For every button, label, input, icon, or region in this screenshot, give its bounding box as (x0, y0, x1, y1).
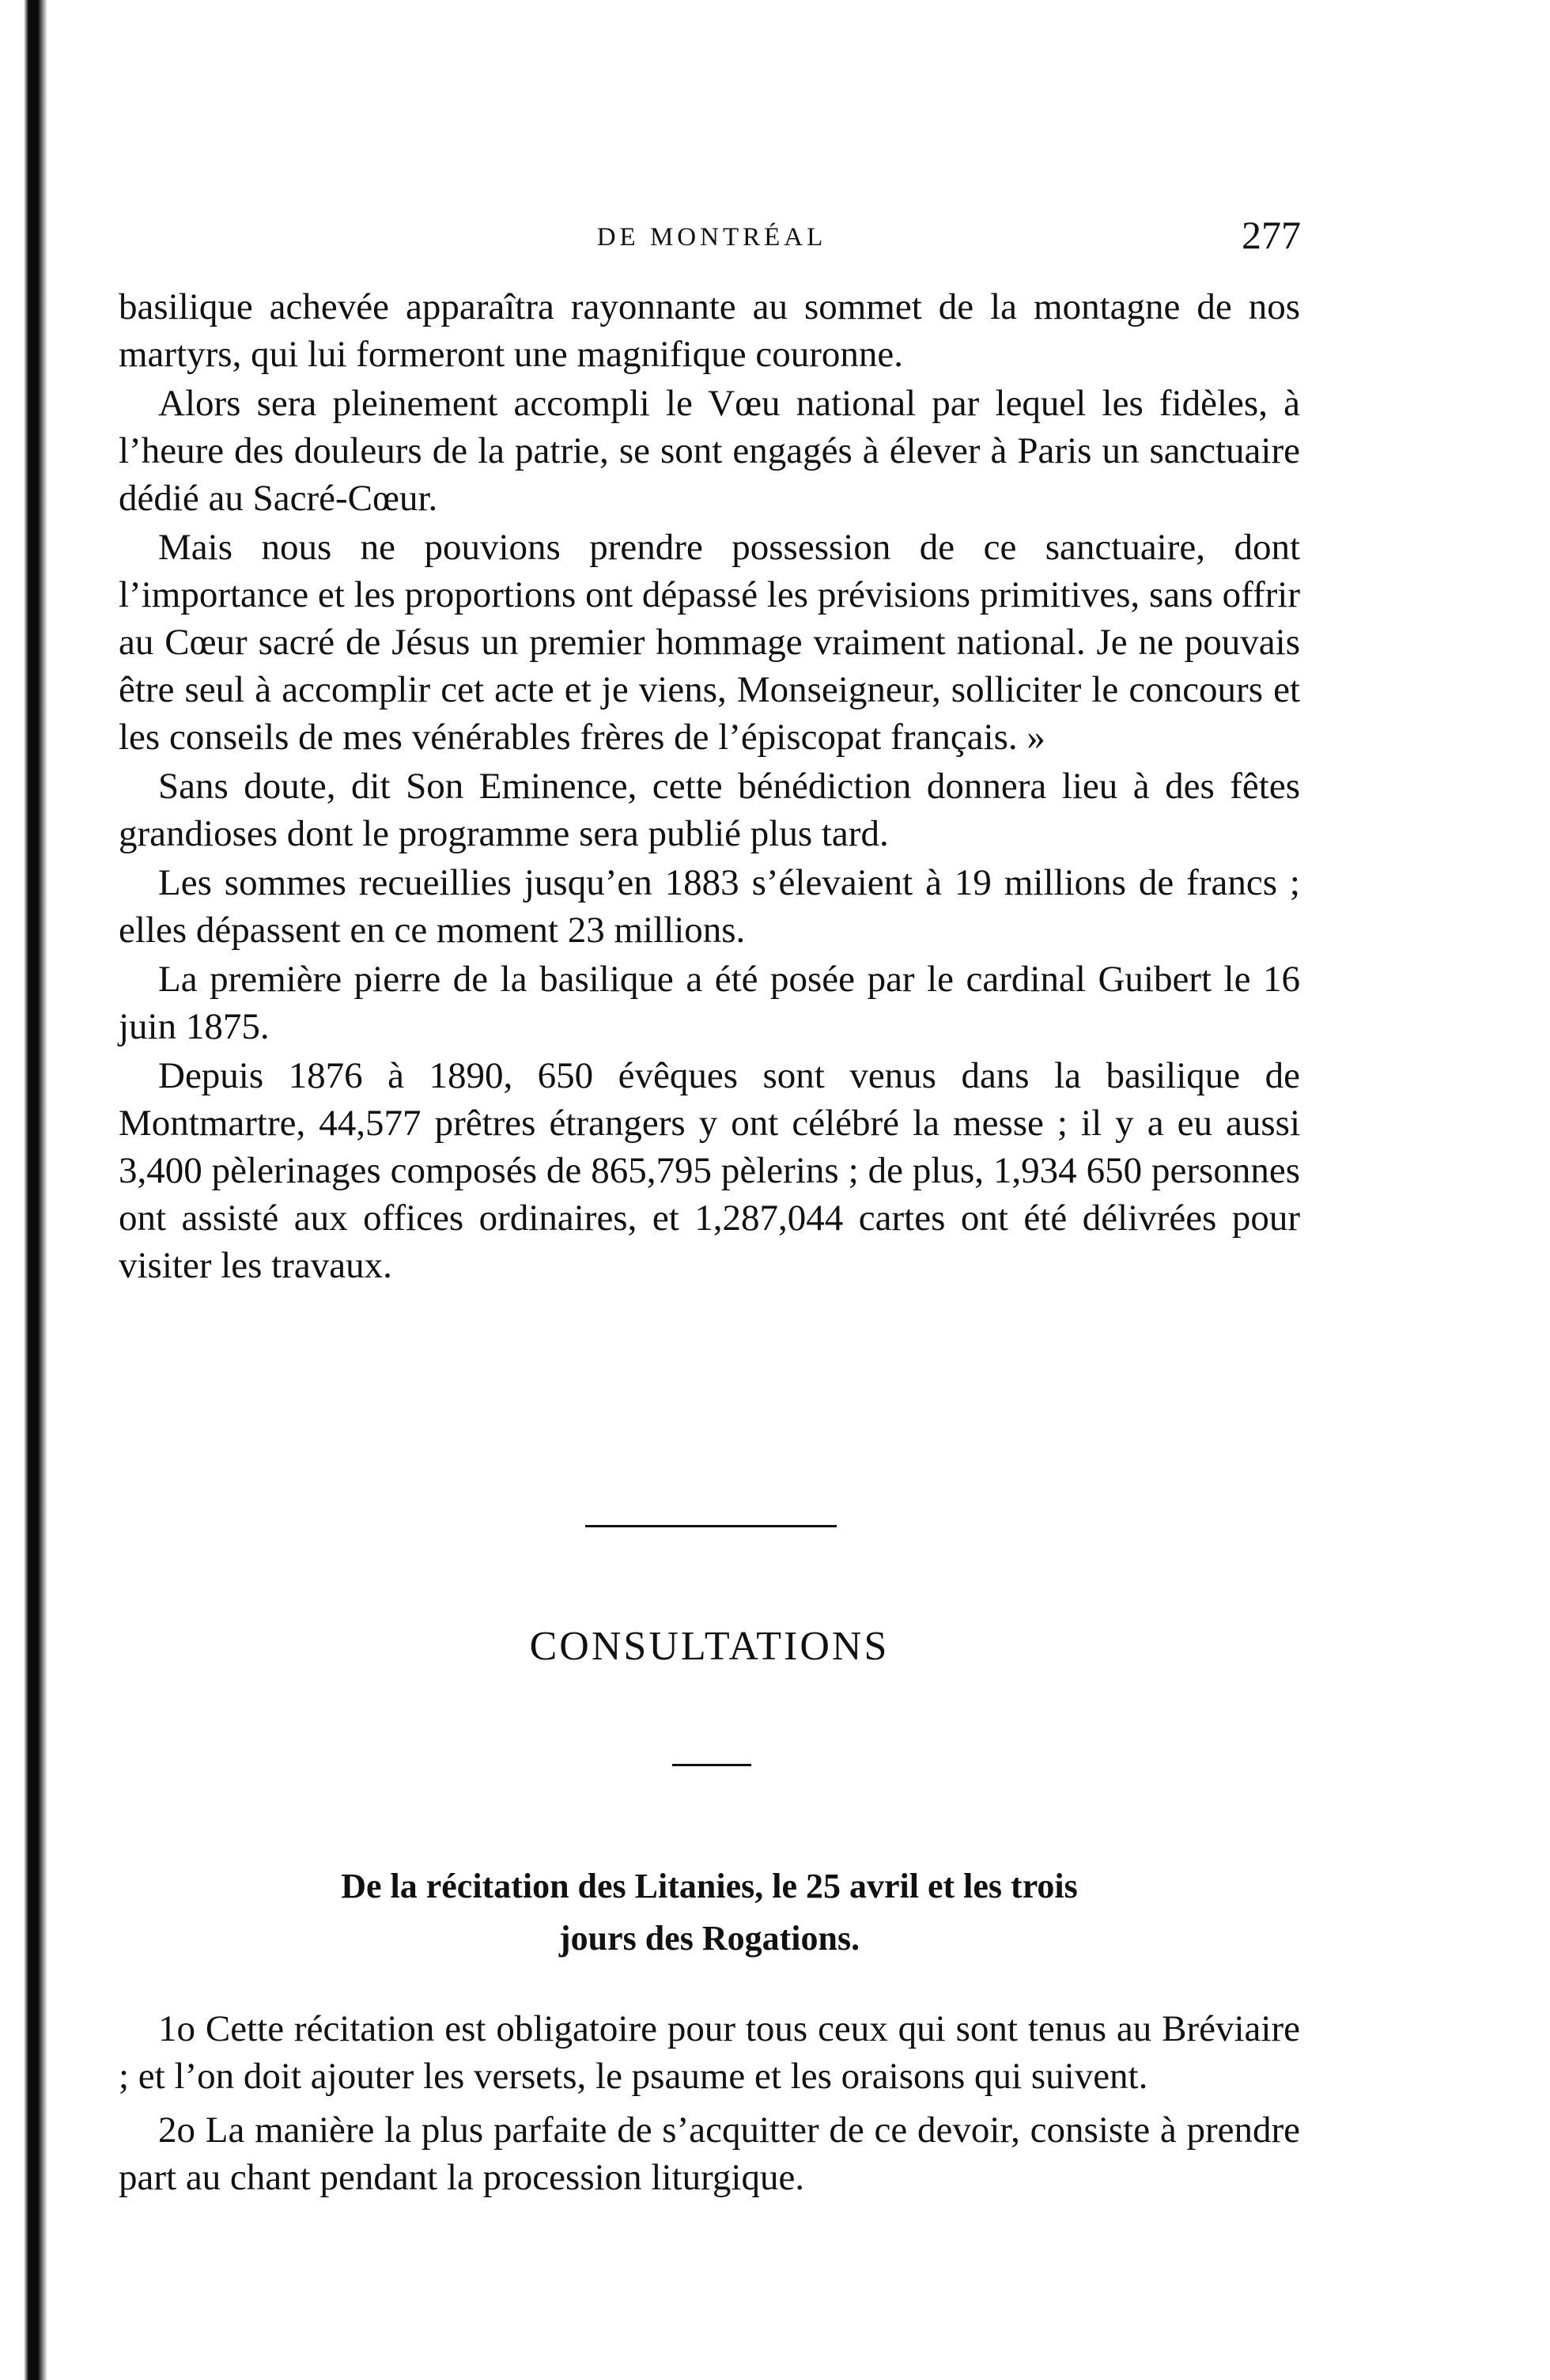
paragraph: 1o Cette récitation est obligatoire pour tous ceux qui sont tenus au Bréviaire ; et l’on doit ajouter les versets, le psaume et les oraisons qui suivent. (119, 2008, 1300, 2097)
paragraph: Depuis 1876 à 1890, 650 évêques sont venus dans la basilique de Montmartre, 44,577 prêtres étrangers y ont célébré la messe ; il y a eu aussi 3,400 pèlerinages composés de 865,795 pèlerins ; de plus, 1,934 650 personnes ont assisté aux offices ordinaires, et 1,287,044 cartes ont été délivrées pour visiter les travaux. (119, 1055, 1300, 1286)
paragraph: Mais nous ne pouvions prendre possession de ce sanctuaire, dont l’importance et les proportions ont dépassé les prévisions primitives, sans offrir au Cœur sacré de Jésus un premier hommage vraiment national. Je ne pouvais être seul à accomplir cet acte et je viens, Monseigneur, solliciter le concours et les conseils de mes vénérables frères de l’épiscopat français. » (119, 527, 1300, 758)
paragraph: basilique achevée apparaîtra rayonnante au sommet de la montagne de nos martyrs, qui lui formeront une magnifique couronne. (119, 286, 1300, 375)
paragraph: Les sommes recueillies jusqu’en 1883 s’élevaient à 19 millions de francs ; elles dépassent en ce moment 23 millions. (119, 862, 1300, 951)
paragraph: Alors sera pleinement accompli le Vœu national par lequel les fidèles, à l’heure des douleurs de la patrie, se sont engagés à élever à Paris un sanctuaire dédié au Sacré-Cœur. (119, 383, 1300, 519)
page-number: 277 (1242, 213, 1301, 257)
subsection-title (119, 1860, 1300, 1965)
paragraph: 2o La manière la plus parfaite de s’acquitter de ce devoir, consiste à prendre part au chant pendant la procession liturgique. (119, 2109, 1300, 2198)
section-divider (585, 1525, 837, 1527)
section-title: CONSULTATIONS (529, 1624, 890, 1669)
title-divider (672, 1764, 751, 1766)
subsection-title-line: jours des Rogations. (558, 1919, 860, 1958)
subsection-title-line: De la récitation des Litanies, le 25 avril et les trois (341, 1867, 1078, 1905)
book-spine-shadow (0, 0, 49, 2380)
page-header (123, 212, 1301, 267)
consultation-text (119, 2005, 1300, 2208)
running-title: DE MONTRÉAL (596, 223, 827, 252)
paragraph: La première pierre de la basilique a été posée par le cardinal Guibert le 16 juin 1875. (119, 959, 1300, 1047)
body-text (119, 283, 1300, 1291)
paragraph: Sans doute, dit Son Eminence, cette bénédiction donnera lieu à des fêtes grandioses dont le programme sera publié plus tard. (119, 766, 1300, 854)
